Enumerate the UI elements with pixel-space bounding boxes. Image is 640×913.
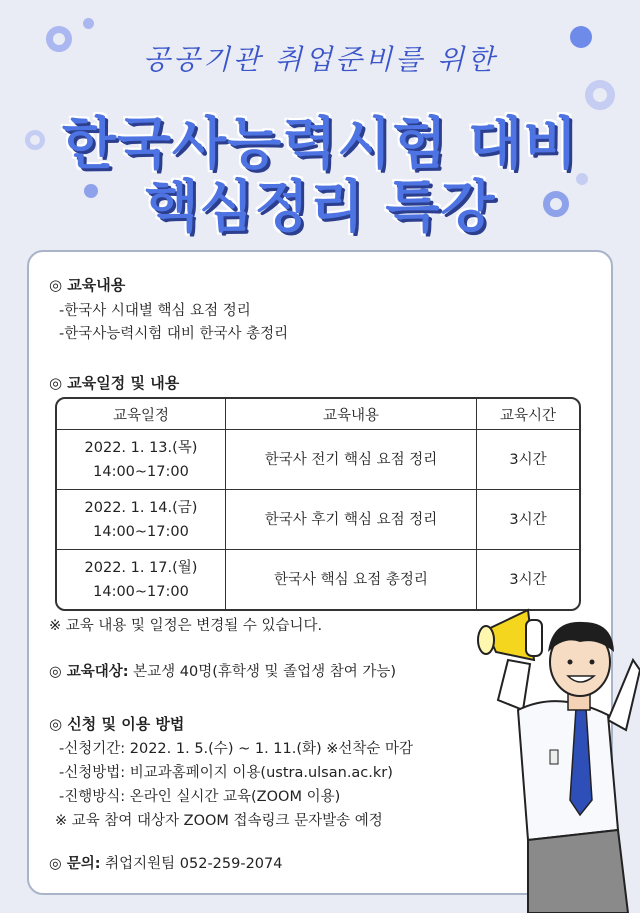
table-header: 교육시간 [477,399,579,430]
list-item: -한국사 시대별 핵심 요점 정리 [59,303,251,319]
schedule-table [55,397,581,611]
main-title-line2: 핵심정리 특강 [144,175,496,240]
list-item: -진행방식: 온라인 실시간 교육(ZOOM 이용) [59,789,341,805]
table-cell-content: 한국사 핵심 요점 총정리 [226,550,477,609]
main-title-line1: 한국사능력시험 대비 [61,112,579,177]
list-item: -신청방법: 비교과홈페이지 이용(ustra.ulsan.ac.kr) [59,765,393,781]
contact-value: 취업지원팀 052-259-2074 [100,856,283,872]
table-cell-hours: 3시간 [477,430,579,490]
table-header: 교육일정 [57,399,226,430]
section-title-schedule: ◎ 교육일정 및 내용 [49,374,180,392]
section-title-content: ◎ 교육내용 [49,276,126,294]
schedule-notice: ※ 교육 내용 및 일정은 변경될 수 있습니다. [49,618,323,634]
table-cell-hours: 3시간 [509,571,547,588]
megaphone-icon [478,610,542,660]
table-cell-content: 한국사 전기 핵심 요점 정리 [226,430,477,490]
list-item: ※ 교육 참여 대상자 ZOOM 접속링크 문자발송 예정 [55,813,383,829]
table-cell-date: 2022. 1. 14.(금) 14:00~17:00 [57,490,226,550]
table-row [57,490,579,550]
contact-label: ◎ 문의: [49,856,101,872]
table-cell-date: 2022. 1. 17.(월) 14:00~17:00 [57,550,226,609]
decor-dot [83,18,94,29]
table-cell-date: 2022. 1. 13.(목) 14:00~17:00 [57,430,226,490]
table-cell-hours: 3시간 [477,490,579,550]
subtitle: 공공기관 취업준비를 위한 [142,43,498,76]
contact-line [49,852,283,873]
target-line [49,660,396,681]
table-header: 교육내용 [226,399,477,430]
list-item: -한국사능력시험 대비 한국사 총정리 [59,326,289,342]
section-title-apply: ◎ 신청 및 이용 방법 [49,715,185,733]
table-row [57,430,579,490]
target-label: ◎ 교육대상: [49,664,129,680]
target-value: 본교생 40명(휴학생 및 졸업생 참여 가능) [128,664,397,680]
list-item: -신청기간: 2022. 1. 5.(수) ~ 1. 11.(화) ※선착순 마감 [59,741,414,757]
person-megaphone-illustration [468,590,640,913]
table-cell-content: 한국사 후기 핵심 요점 정리 [226,490,477,550]
